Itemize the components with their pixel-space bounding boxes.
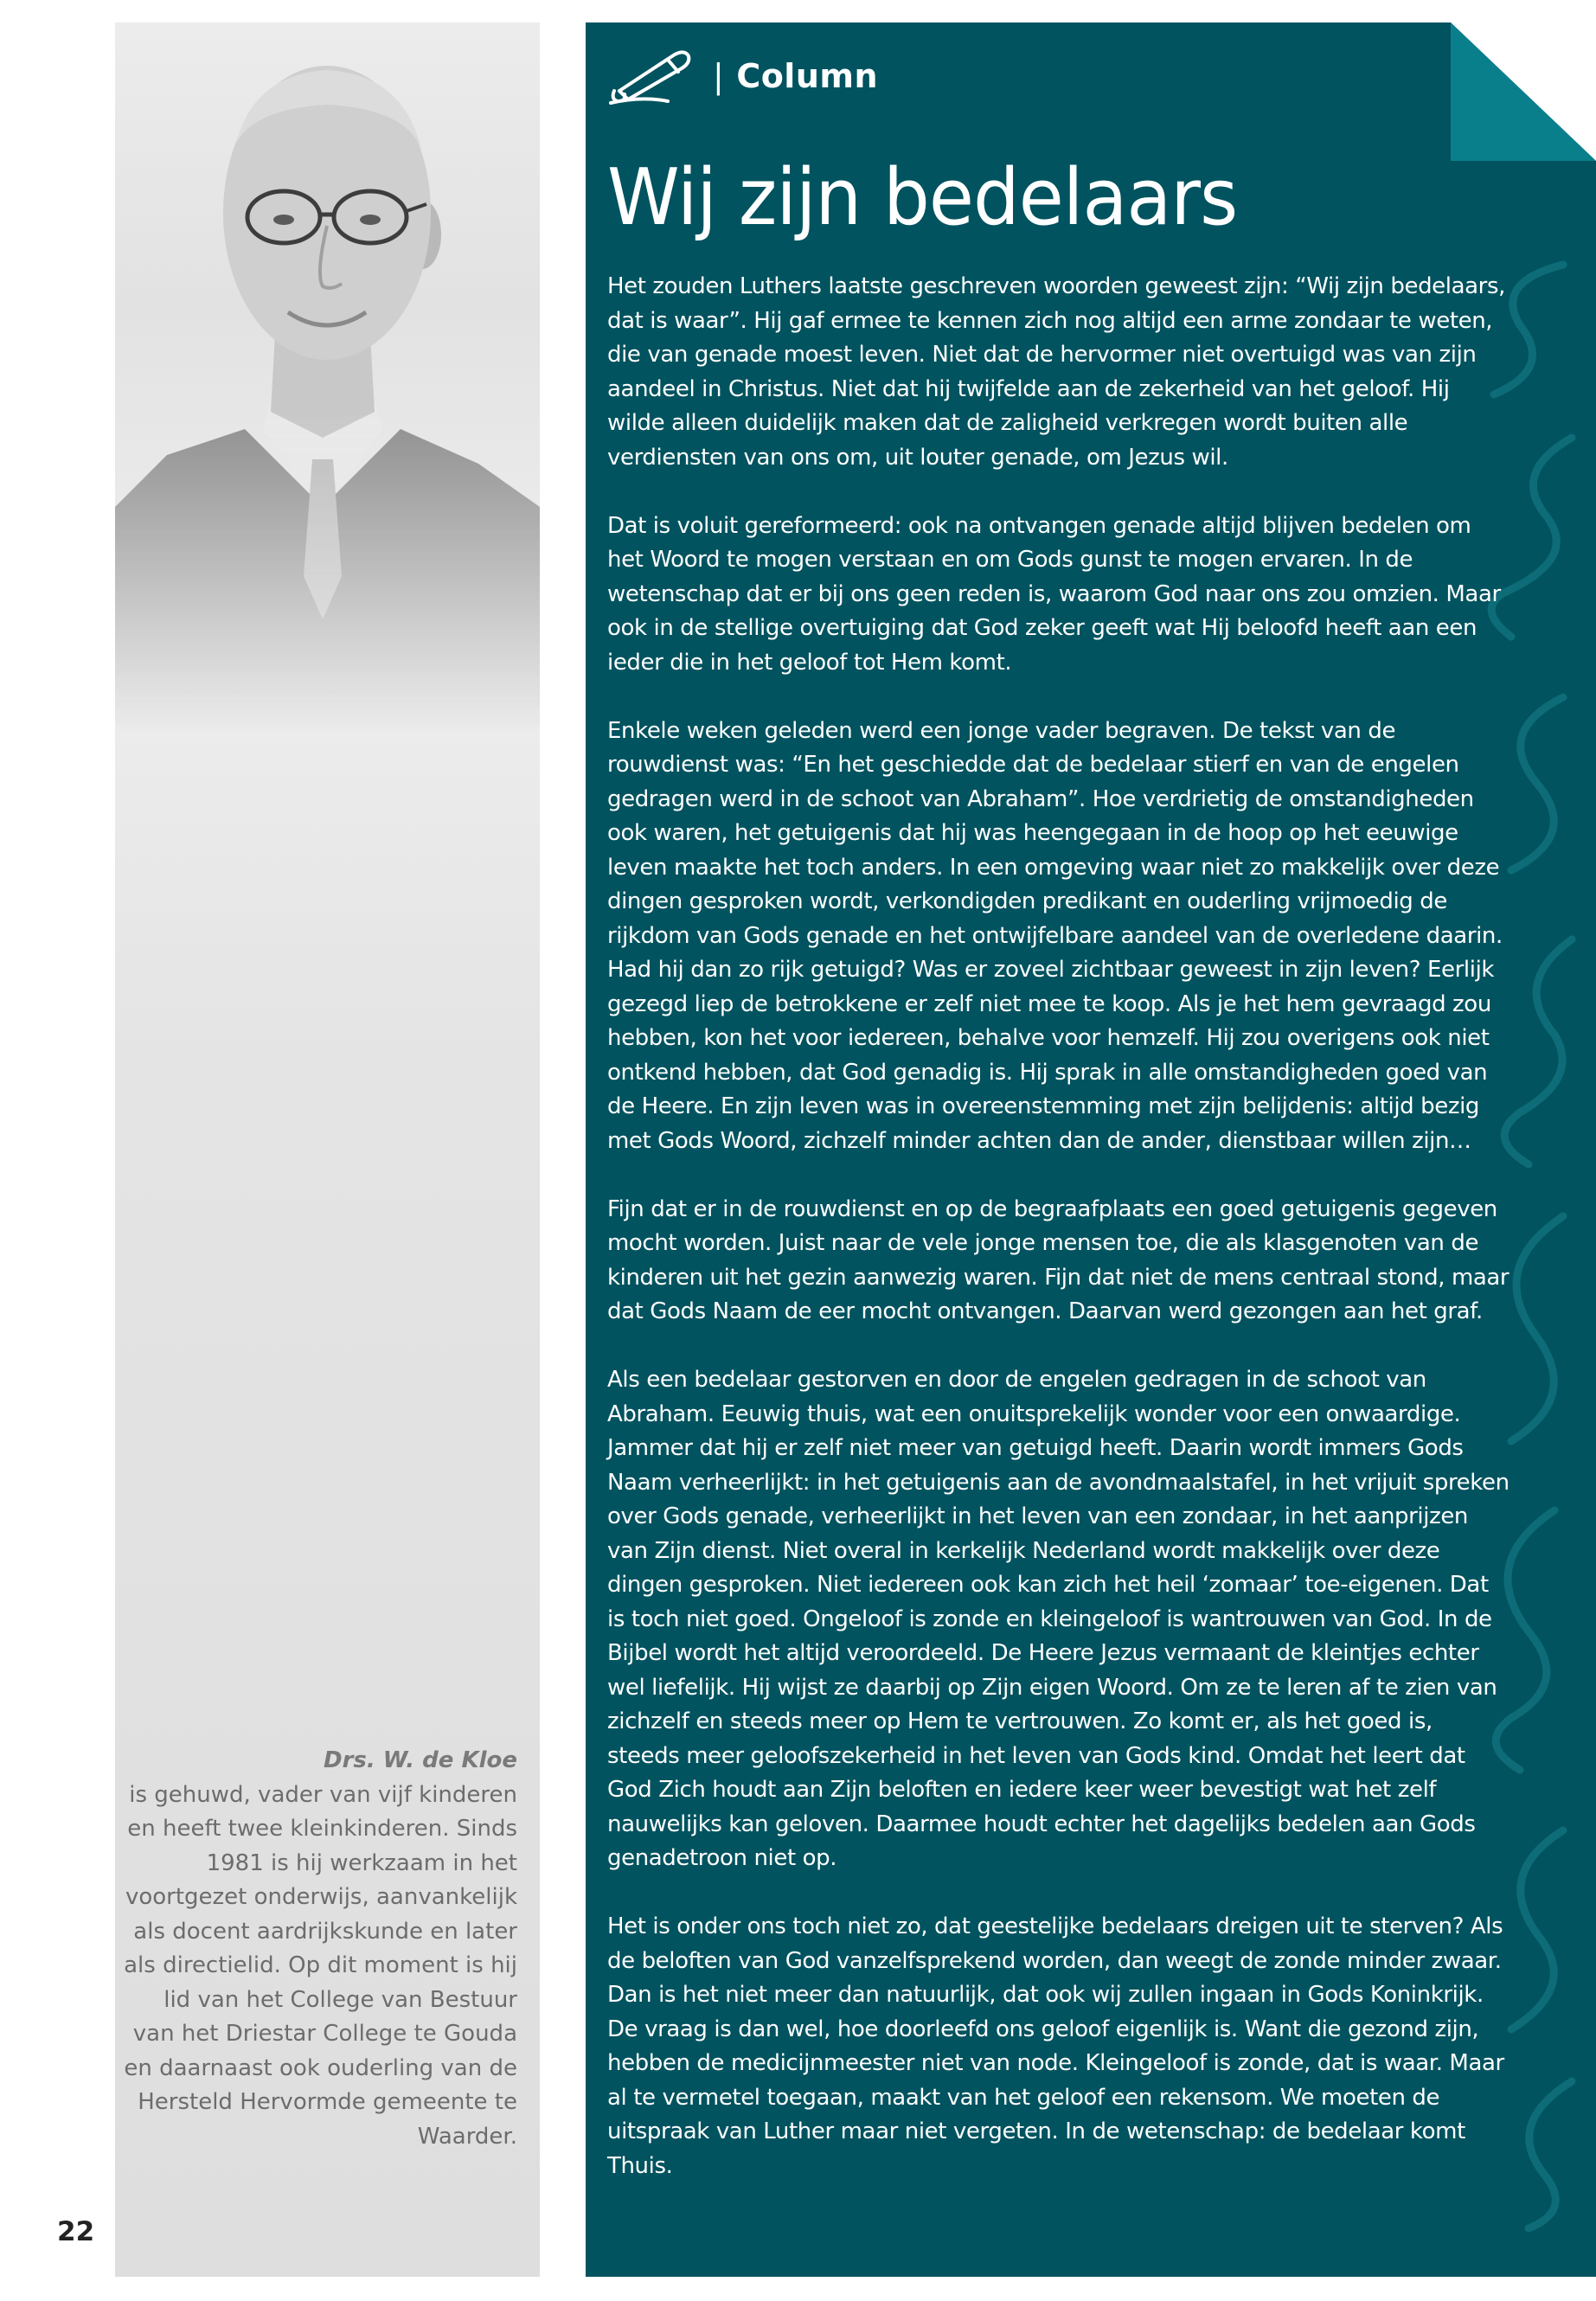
section-label: | Column (713, 57, 879, 95)
author-photo (115, 22, 540, 732)
article-paragraph: Enkele weken geleden werd een jonge vader begraven. De tekst van de rouwdienst was: “En het geschiedde dat de bedelaar stierf en van de engelen gedragen werd in de schoot van Abraham”. Hoe verdrietig de omstandigheden ook waren, het getuigenis dat hij was heengegaan in de hoop op het eeuwige leven maakte het toch anders. In een omgeving waar niet zo makkelijk over deze dingen gesproken wordt, verkondigden predikant en ouderling vrijmoedig de rijkdom van Gods genade en het ontwijfelbare aandeel van de overledene daarin. Had hij dan zo rijk getuigd? Was er zoveel zichtbaar geweest in zijn leven? Eerlijk gezegd liep de betrokkene er zelf niet mee te koop. Als je het hem gevraagd zou hebben, kon het voor iedereen, behalve voor hemzelf. Hij zou overigens ook niet ontkend hebben, dat God genadig is. Hij sprak in alle omstandigheden goed van de Heere. En zijn leven was in overeenstemming met zijn belijdenis: altijd bezig met Gods Woord, zichzelf minder achten dan de ander, dienstbaar willen zijn… (607, 717, 1503, 1154)
page-number: 22 (57, 2216, 95, 2247)
article-paragraph: Het is onder ons toch niet zo, dat geestelijke bedelaars dreigen uit te sterven? Als de beloften van God vanzelfsprekend worden, dan weegt de zonde minder zwaar. Dan is het niet meer dan natuurlijk, dat ook wij zullen ingaan in Gods Koninkrijk. De vraag is dan wel, hoe doorleefd ons geloof eigenlijk is. Want die gezond zijn, hebben de medicijnmeester niet van node. Kleingeloof is zonde, dat is waar. Maar al te vermetel toegaan, maakt van het geloof een rekensom. We moeten de uitspraak van Luther maar niet vergeten. In de wetenschap: de bedelaar komt Thuis. (607, 1913, 1504, 2179)
article-body (607, 270, 1511, 2218)
article-paragraph: Fijn dat er in de rouwdienst en op de begraafplaats een goed getuigenis gegeven mocht worden. Juist naar de vele jonge mensen toe, die als klasgenoten van de kinderen uit het gezin aanwezig waren. Fijn dat niet de mens centraal stond, maar dat Gods Naam de eer mocht ontvangen. Daarvan werd gezongen aan het graf. (607, 1195, 1509, 1324)
article-paragraph: Het zouden Luthers laatste geschreven woorden geweest zijn: “Wij zijn bedelaars, dat is waar”. Hij gaf ermee te kennen zich nog altijd een arme zondaar te weten, die van genade moest leven. Niet dat de hervormer niet overtuigd was van zijn aandeel in Christus. Niet dat hij twijfelde aan de zekerheid van het geloof. Hij wilde alleen duidelijk maken dat de zaligheid verkregen wordt buiten alle verdiensten van ons om, uit louter genade, om Jezus wil. (607, 273, 1505, 471)
author-portrait-image (115, 22, 540, 732)
author-bio-text: is gehuwd, vader van vijf kinderen en heeft twee kleinkinderen. Sinds 1981 is hij werkzaam in het voortgezet onderwijs, aanvankelijk als docent aardrijkskunde en later als directielid. Op dit moment is hij lid van het College van Bestuur van het Driestar College te Gouda en daarnaast ook ouderling van de Hersteld Hervormde gemeente te Waarder. (124, 1781, 517, 2150)
section-header (607, 42, 878, 111)
page-corner-fold (1451, 22, 1596, 161)
column-panel (586, 22, 1596, 2277)
pen-icon (607, 46, 694, 106)
article-title: Wij zijn bedelaars (607, 152, 1238, 243)
author-bio (119, 1744, 517, 2154)
article-paragraph: Dat is voluit gereformeerd: ook na ontvangen genade altijd blijven bedelen om het Woord te mogen verstaan en om Gods gunst te mogen ervaren. In de wetenschap dat er bij ons geen reden is, waarom God naar ons zou omzien. Maar ook in de stellige overtuiging dat God zeker geeft wat Hij beloofd heeft aan een ieder die in het geloof tot Hem komt. (607, 512, 1501, 676)
author-sidebar (115, 22, 540, 2277)
section-label-text: Column (736, 57, 879, 95)
article-paragraph: Als een bedelaar gestorven en door de engelen gedragen in de schoot van Abraham. Eeuwig thuis, wat een onuitsprekelijk wonder voor een onwaardige. Jammer dat hij er zelf niet meer van getuigd heeft. Daarin wordt immers Gods Naam verheerlijkt: in het getuigenis aan de avondmaalstafel, in het vrijuit spreken over Gods genade, verheerlijkt in het leven van een zondaar, in het aanprijzen van Zijn dienst. Niet overal in kerkelijk Nederland wordt makkelijk over deze dingen gesproken. Niet iedereen ook kan zich het heil ‘zomaar’ toe-eigenen. Dat is toch niet goed. Ongeloof is zonde en kleingeloof is wantrouwen van God. In de Bijbel wordt het altijd veroordeeld. De Heere Jezus vermaant de kleintjes echter wel liefelijk. Hij wijst ze daarbij op Zijn eigen Woord. Om ze te leren af te zien van zichzelf en steeds meer op Hem te vertrouwen. Zo komt er, als het goed is, steeds meer geloofszekerheid in het leven van Gods kind. Omdat het leert dat God Zich houdt aan Zijn beloften en iedere keer weer bevestigt wat het zelf nauwelijks kan geloven. Daarmee houdt echter het dagelijks bedelen aan Gods genadetroon niet op. (607, 1367, 1509, 1871)
author-name: Drs. W. de Kloe (323, 1747, 517, 1773)
